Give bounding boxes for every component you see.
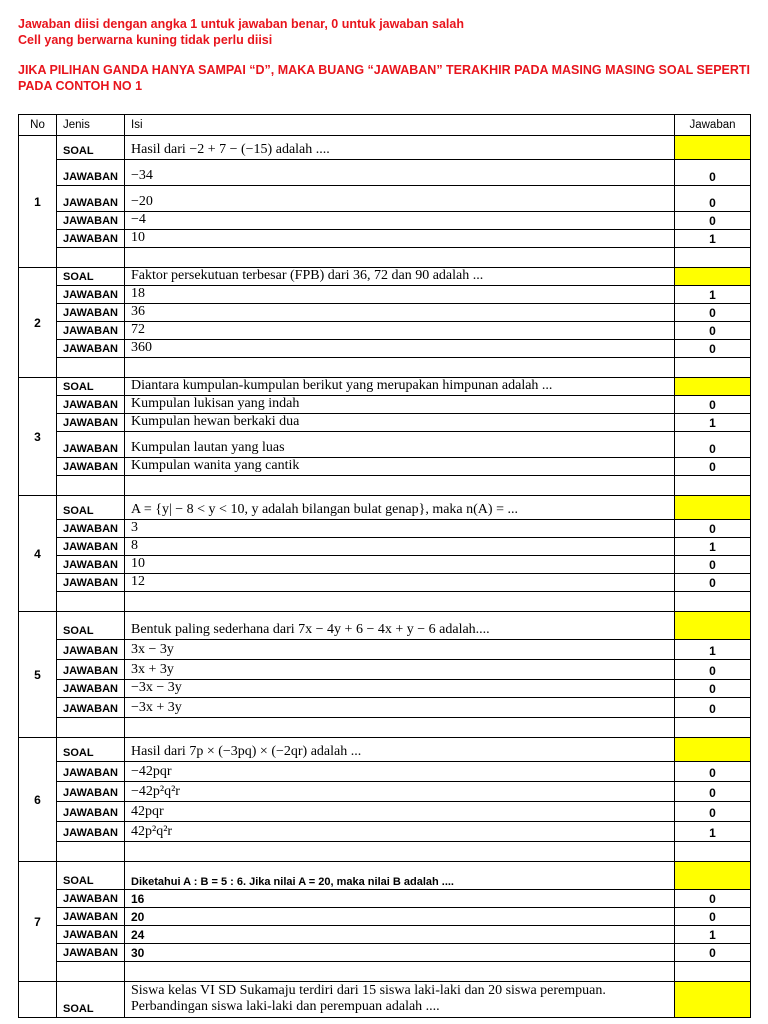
question-text[interactable]: Bentuk paling sederhana dari 7x − 4y + 6 − 4x + y − 6 adalah.... bbox=[125, 612, 675, 640]
answer-option-text[interactable]: 24 bbox=[125, 926, 675, 944]
answer-cell-disabled bbox=[675, 612, 751, 640]
question-text[interactable]: A = {y| − 8 < y < 10, y adalah bilangan bulat genap}, maka n(A) = ... bbox=[125, 496, 675, 520]
empty-cell bbox=[125, 842, 675, 862]
type-label-jawaban: JAWABAN bbox=[57, 802, 125, 822]
question-text[interactable]: Diantara kumpulan-kumpulan berikut yang merupakan himpunan adalah ... bbox=[125, 378, 675, 396]
answer-option-text[interactable]: −3x − 3y bbox=[125, 680, 675, 698]
question-text[interactable]: Hasil dari −2 + 7 − (−15) adalah .... bbox=[125, 136, 675, 160]
instruction-line-1: Jawaban diisi dengan angka 1 untuk jawaban benar, 0 untuk jawaban salah bbox=[18, 17, 464, 31]
question-row bbox=[19, 378, 751, 396]
answer-option-text[interactable]: Kumpulan lautan yang luas bbox=[125, 432, 675, 458]
answer-option-text[interactable]: 12 bbox=[125, 574, 675, 592]
spacer-row bbox=[19, 358, 751, 378]
question-text[interactable]: Hasil dari 7p × (−3pq) × (−2qr) adalah ... bbox=[125, 738, 675, 762]
empty-cell bbox=[125, 718, 675, 738]
answer-cell-disabled bbox=[675, 268, 751, 286]
question-body bbox=[19, 136, 751, 1018]
question-row bbox=[19, 136, 751, 160]
answer-option-text[interactable]: 20 bbox=[125, 908, 675, 926]
spacer-row bbox=[19, 718, 751, 738]
answer-option-text[interactable]: 3x − 3y bbox=[125, 640, 675, 660]
question-text-line-2: Perbandingan siswa laki-laki dan perempuan adalah .... bbox=[131, 999, 440, 1014]
answer-row bbox=[19, 908, 751, 926]
answer-score-cell[interactable]: 0 bbox=[675, 890, 751, 908]
answer-row bbox=[19, 322, 751, 340]
type-label-jawaban: JAWABAN bbox=[57, 304, 125, 322]
question-row bbox=[19, 738, 751, 762]
answer-cell-disabled bbox=[675, 378, 751, 396]
answer-row bbox=[19, 822, 751, 842]
answer-row bbox=[19, 944, 751, 962]
question-number: 4 bbox=[19, 496, 57, 612]
answer-row bbox=[19, 802, 751, 822]
instruction-line-2: Cell yang berwarna kuning tidak perlu diisi bbox=[18, 33, 273, 47]
empty-cell bbox=[125, 476, 675, 496]
answer-row bbox=[19, 520, 751, 538]
answer-score-cell[interactable]: 0 bbox=[675, 432, 751, 458]
answer-row bbox=[19, 680, 751, 698]
answer-option-text[interactable]: 360 bbox=[125, 340, 675, 358]
question-row bbox=[19, 496, 751, 520]
answer-row bbox=[19, 230, 751, 248]
answer-row bbox=[19, 660, 751, 680]
answer-option-text[interactable]: −20 bbox=[125, 186, 675, 212]
answer-option-text[interactable]: −42pqr bbox=[125, 762, 675, 782]
answer-score-cell[interactable]: 1 bbox=[675, 822, 751, 842]
answer-cell-disabled bbox=[675, 862, 751, 890]
answer-score-cell[interactable]: 1 bbox=[675, 414, 751, 432]
answer-cell-disabled bbox=[675, 738, 751, 762]
answer-option-text[interactable]: 10 bbox=[125, 556, 675, 574]
answer-score-cell[interactable]: 0 bbox=[675, 660, 751, 680]
header-jawaban: Jawaban bbox=[675, 115, 751, 136]
type-label-jawaban: JAWABAN bbox=[57, 432, 125, 458]
header-jenis: Jenis bbox=[57, 115, 125, 136]
answer-score-cell[interactable]: 0 bbox=[675, 908, 751, 926]
empty-cell bbox=[57, 842, 125, 862]
answer-score-cell[interactable]: 0 bbox=[675, 396, 751, 414]
type-label-jawaban: JAWABAN bbox=[57, 908, 125, 926]
answer-row bbox=[19, 432, 751, 458]
type-label-jawaban: JAWABAN bbox=[57, 660, 125, 680]
answer-option-text[interactable]: 8 bbox=[125, 538, 675, 556]
question-number: 3 bbox=[19, 378, 57, 496]
type-label-jawaban: JAWABAN bbox=[57, 762, 125, 782]
answer-row bbox=[19, 762, 751, 782]
answer-score-cell[interactable]: 1 bbox=[675, 640, 751, 660]
answer-option-text[interactable]: 72 bbox=[125, 322, 675, 340]
type-label-jawaban: JAWABAN bbox=[57, 160, 125, 186]
empty-cell bbox=[675, 592, 751, 612]
answer-row bbox=[19, 782, 751, 802]
answer-option-text[interactable]: Kumpulan hewan berkaki dua bbox=[125, 414, 675, 432]
answer-row bbox=[19, 414, 751, 432]
answer-option-text[interactable]: 16 bbox=[125, 890, 675, 908]
empty-cell bbox=[675, 476, 751, 496]
question-row bbox=[19, 612, 751, 640]
question-number: 5 bbox=[19, 612, 57, 738]
type-label-jawaban: JAWABAN bbox=[57, 640, 125, 660]
type-label-soal: SOAL bbox=[57, 136, 125, 160]
type-label-jawaban: JAWABAN bbox=[57, 698, 125, 718]
question-number: 1 bbox=[19, 136, 57, 268]
question-number: 6 bbox=[19, 738, 57, 862]
type-label-jawaban: JAWABAN bbox=[57, 538, 125, 556]
empty-cell bbox=[675, 962, 751, 982]
answer-option-text[interactable]: 42pqr bbox=[125, 802, 675, 822]
type-label-jawaban: JAWABAN bbox=[57, 212, 125, 230]
header-isi: Isi bbox=[125, 115, 675, 136]
answer-row bbox=[19, 304, 751, 322]
empty-cell bbox=[57, 962, 125, 982]
question-text-line-1: Siswa kelas VI SD Sukamaju terdiri dari 15 siswa laki-laki dan 20 siswa perempuan. bbox=[131, 983, 606, 998]
type-label-jawaban: JAWABAN bbox=[57, 396, 125, 414]
answer-score-cell[interactable]: 0 bbox=[675, 520, 751, 538]
type-label-soal: SOAL bbox=[57, 378, 125, 396]
answer-score-cell[interactable]: 1 bbox=[675, 286, 751, 304]
question-number-empty bbox=[19, 982, 57, 1018]
empty-cell bbox=[125, 358, 675, 378]
answer-row bbox=[19, 926, 751, 944]
spacer-row bbox=[19, 962, 751, 982]
spacer-row bbox=[19, 842, 751, 862]
answer-score-cell[interactable]: 0 bbox=[675, 944, 751, 962]
type-label-soal: SOAL bbox=[57, 862, 125, 890]
type-label-jawaban: JAWABAN bbox=[57, 286, 125, 304]
type-label-jawaban: JAWABAN bbox=[57, 186, 125, 212]
type-label-jawaban: JAWABAN bbox=[57, 890, 125, 908]
answer-cell-disabled bbox=[675, 982, 751, 1018]
answer-score-cell[interactable]: 0 bbox=[675, 186, 751, 212]
answer-score-cell[interactable]: 0 bbox=[675, 574, 751, 592]
answer-score-cell[interactable]: 0 bbox=[675, 340, 751, 358]
answer-score-cell[interactable]: 1 bbox=[675, 538, 751, 556]
answer-row bbox=[19, 890, 751, 908]
answer-row bbox=[19, 340, 751, 358]
spacer-row bbox=[19, 476, 751, 496]
header-no: No bbox=[19, 115, 57, 136]
type-label-jawaban: JAWABAN bbox=[57, 574, 125, 592]
answer-row bbox=[19, 160, 751, 186]
answer-option-text[interactable]: −34 bbox=[125, 160, 675, 186]
type-label-soal: SOAL bbox=[57, 612, 125, 640]
answer-score-cell[interactable]: 0 bbox=[675, 556, 751, 574]
answer-row bbox=[19, 212, 751, 230]
answer-score-cell[interactable]: 0 bbox=[675, 458, 751, 476]
answer-option-text[interactable]: −3x + 3y bbox=[125, 698, 675, 718]
answer-option-text[interactable]: 10 bbox=[125, 230, 675, 248]
answer-score-cell[interactable]: 0 bbox=[675, 782, 751, 802]
empty-cell bbox=[125, 592, 675, 612]
answer-score-cell[interactable]: 0 bbox=[675, 680, 751, 698]
type-label-soal: SOAL bbox=[57, 268, 125, 286]
answer-score-cell[interactable]: 0 bbox=[675, 304, 751, 322]
type-label-jawaban: JAWABAN bbox=[57, 458, 125, 476]
answer-score-cell[interactable]: 0 bbox=[675, 762, 751, 782]
empty-cell bbox=[125, 962, 675, 982]
type-label-jawaban: JAWABAN bbox=[57, 822, 125, 842]
question-text[interactable]: Faktor persekutuan terbesar (FPB) dari 36, 72 dan 90 adalah ... bbox=[125, 268, 675, 286]
type-label-jawaban: JAWABAN bbox=[57, 230, 125, 248]
question-row bbox=[19, 862, 751, 890]
answer-option-text[interactable]: 30 bbox=[125, 944, 675, 962]
answer-row bbox=[19, 458, 751, 476]
spacer-row bbox=[19, 248, 751, 268]
answer-score-cell[interactable]: 0 bbox=[675, 698, 751, 718]
type-label-jawaban: JAWABAN bbox=[57, 322, 125, 340]
answer-option-text[interactable]: Kumpulan wanita yang cantik bbox=[125, 458, 675, 476]
question-number: 2 bbox=[19, 268, 57, 378]
type-label-jawaban: JAWABAN bbox=[57, 520, 125, 538]
answer-row bbox=[19, 538, 751, 556]
spacer-row bbox=[19, 592, 751, 612]
empty-cell bbox=[57, 248, 125, 268]
answer-score-cell[interactable]: 0 bbox=[675, 160, 751, 186]
answer-score-cell[interactable]: 0 bbox=[675, 322, 751, 340]
type-label-jawaban: JAWABAN bbox=[57, 782, 125, 802]
type-label-jawaban: JAWABAN bbox=[57, 556, 125, 574]
empty-cell bbox=[675, 358, 751, 378]
type-label-soal: SOAL bbox=[57, 738, 125, 762]
header-row bbox=[19, 115, 751, 136]
type-label-jawaban: JAWABAN bbox=[57, 926, 125, 944]
answer-option-text[interactable]: −4 bbox=[125, 212, 675, 230]
empty-cell bbox=[57, 358, 125, 378]
type-label-soal: SOAL bbox=[57, 982, 125, 1018]
answer-row bbox=[19, 396, 751, 414]
question-number: 7 bbox=[19, 862, 57, 982]
empty-cell bbox=[675, 248, 751, 268]
answer-cell-disabled bbox=[675, 136, 751, 160]
answer-option-text[interactable]: 42p²q²r bbox=[125, 822, 675, 842]
type-label-jawaban: JAWABAN bbox=[57, 414, 125, 432]
answer-option-text[interactable]: Kumpulan lukisan yang indah bbox=[125, 396, 675, 414]
type-label-jawaban: JAWABAN bbox=[57, 340, 125, 358]
answer-row bbox=[19, 186, 751, 212]
question-table bbox=[18, 114, 751, 1018]
instructions bbox=[18, 16, 750, 94]
answer-row bbox=[19, 286, 751, 304]
question-row bbox=[19, 982, 751, 1018]
empty-cell bbox=[675, 718, 751, 738]
answer-row bbox=[19, 574, 751, 592]
question-text[interactable]: Diketahui A : B = 5 : 6. Jika nilai A = 20, maka nilai B adalah .... bbox=[125, 862, 675, 890]
empty-cell bbox=[125, 248, 675, 268]
answer-row bbox=[19, 556, 751, 574]
empty-cell bbox=[57, 476, 125, 496]
answer-option-text[interactable]: 3x + 3y bbox=[125, 660, 675, 680]
type-label-jawaban: JAWABAN bbox=[57, 680, 125, 698]
answer-row bbox=[19, 640, 751, 660]
question-text[interactable] bbox=[125, 982, 675, 1018]
answer-option-text[interactable]: −42p²q²r bbox=[125, 782, 675, 802]
answer-option-text[interactable]: 3 bbox=[125, 520, 675, 538]
type-label-soal: SOAL bbox=[57, 496, 125, 520]
answer-option-text[interactable]: 36 bbox=[125, 304, 675, 322]
empty-cell bbox=[57, 718, 125, 738]
empty-cell bbox=[57, 592, 125, 612]
type-label-jawaban: JAWABAN bbox=[57, 944, 125, 962]
answer-cell-disabled bbox=[675, 496, 751, 520]
instruction-line-3: JIKA PILIHAN GANDA HANYA SAMPAI “D”, MAKA BUANG “JAWABAN” TERAKHIR PADA MASING MASING SOAL SEPERTI PADA CONTOH NO 1 bbox=[18, 63, 750, 93]
question-row bbox=[19, 268, 751, 286]
answer-row bbox=[19, 698, 751, 718]
answer-option-text[interactable]: 18 bbox=[125, 286, 675, 304]
answer-score-cell[interactable]: 1 bbox=[675, 230, 751, 248]
empty-cell bbox=[675, 842, 751, 862]
answer-score-cell[interactable]: 0 bbox=[675, 212, 751, 230]
answer-score-cell[interactable]: 1 bbox=[675, 926, 751, 944]
answer-score-cell[interactable]: 0 bbox=[675, 802, 751, 822]
